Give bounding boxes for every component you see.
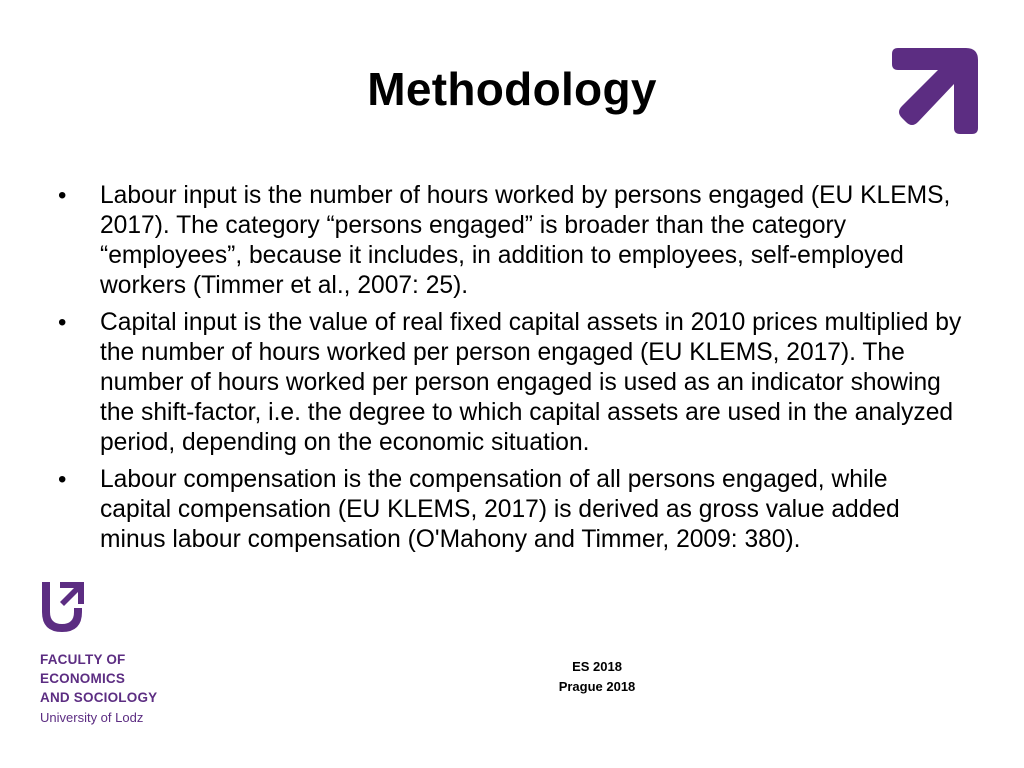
- bullet-symbol: •: [58, 309, 67, 336]
- bullet-text: Labour compensation is the compensation of all persons engaged, while capital compensation (EU KLEMS, 2017) is derived as gross value added minus labour compensation (O'Mahony and Timmer, 2009: 380).: [100, 466, 900, 553]
- university-name: University of Lodz: [40, 710, 144, 725]
- bullet-symbol: •: [58, 182, 67, 209]
- page-title: Methodology: [367, 63, 657, 115]
- footer: [530, 657, 664, 697]
- logo-line-3: AND SOCIOLOGY: [40, 690, 158, 705]
- footer-line-1: ES 2018: [572, 659, 622, 674]
- footer-line-2: Prague 2018: [558, 679, 636, 694]
- faculty-logo-mark-icon: [38, 578, 90, 636]
- list-item: [58, 181, 963, 301]
- logo-line-2: ECONOMICS: [40, 671, 126, 686]
- bullet-text: Labour input is the number of hours worked by persons engaged (EU KLEMS, 2017). The category “persons engaged” is broader than the category “employees”, because it includes, in addition to employees, self-employed workers (Timmer et al., 2007: 25).: [100, 182, 951, 299]
- list-item: [58, 465, 963, 555]
- logo-line-1: FACULTY OF: [40, 652, 126, 667]
- bullet-text: Capital input is the value of real fixed capital assets in 2010 prices multiplied by the number of hours worked per person engaged (EU KLEMS, 2017). The number of hours worked per person engaged is used as an indicator showing the shift-factor, i.e. the degree to which capital assets are used in the analyzed period, depending on the economic situation.: [100, 309, 962, 456]
- bullet-symbol: •: [58, 466, 67, 493]
- arrow-up-right-icon: [892, 44, 982, 134]
- faculty-logo-text: [40, 650, 157, 707]
- list-item: [58, 308, 963, 458]
- bullet-list: [58, 181, 963, 562]
